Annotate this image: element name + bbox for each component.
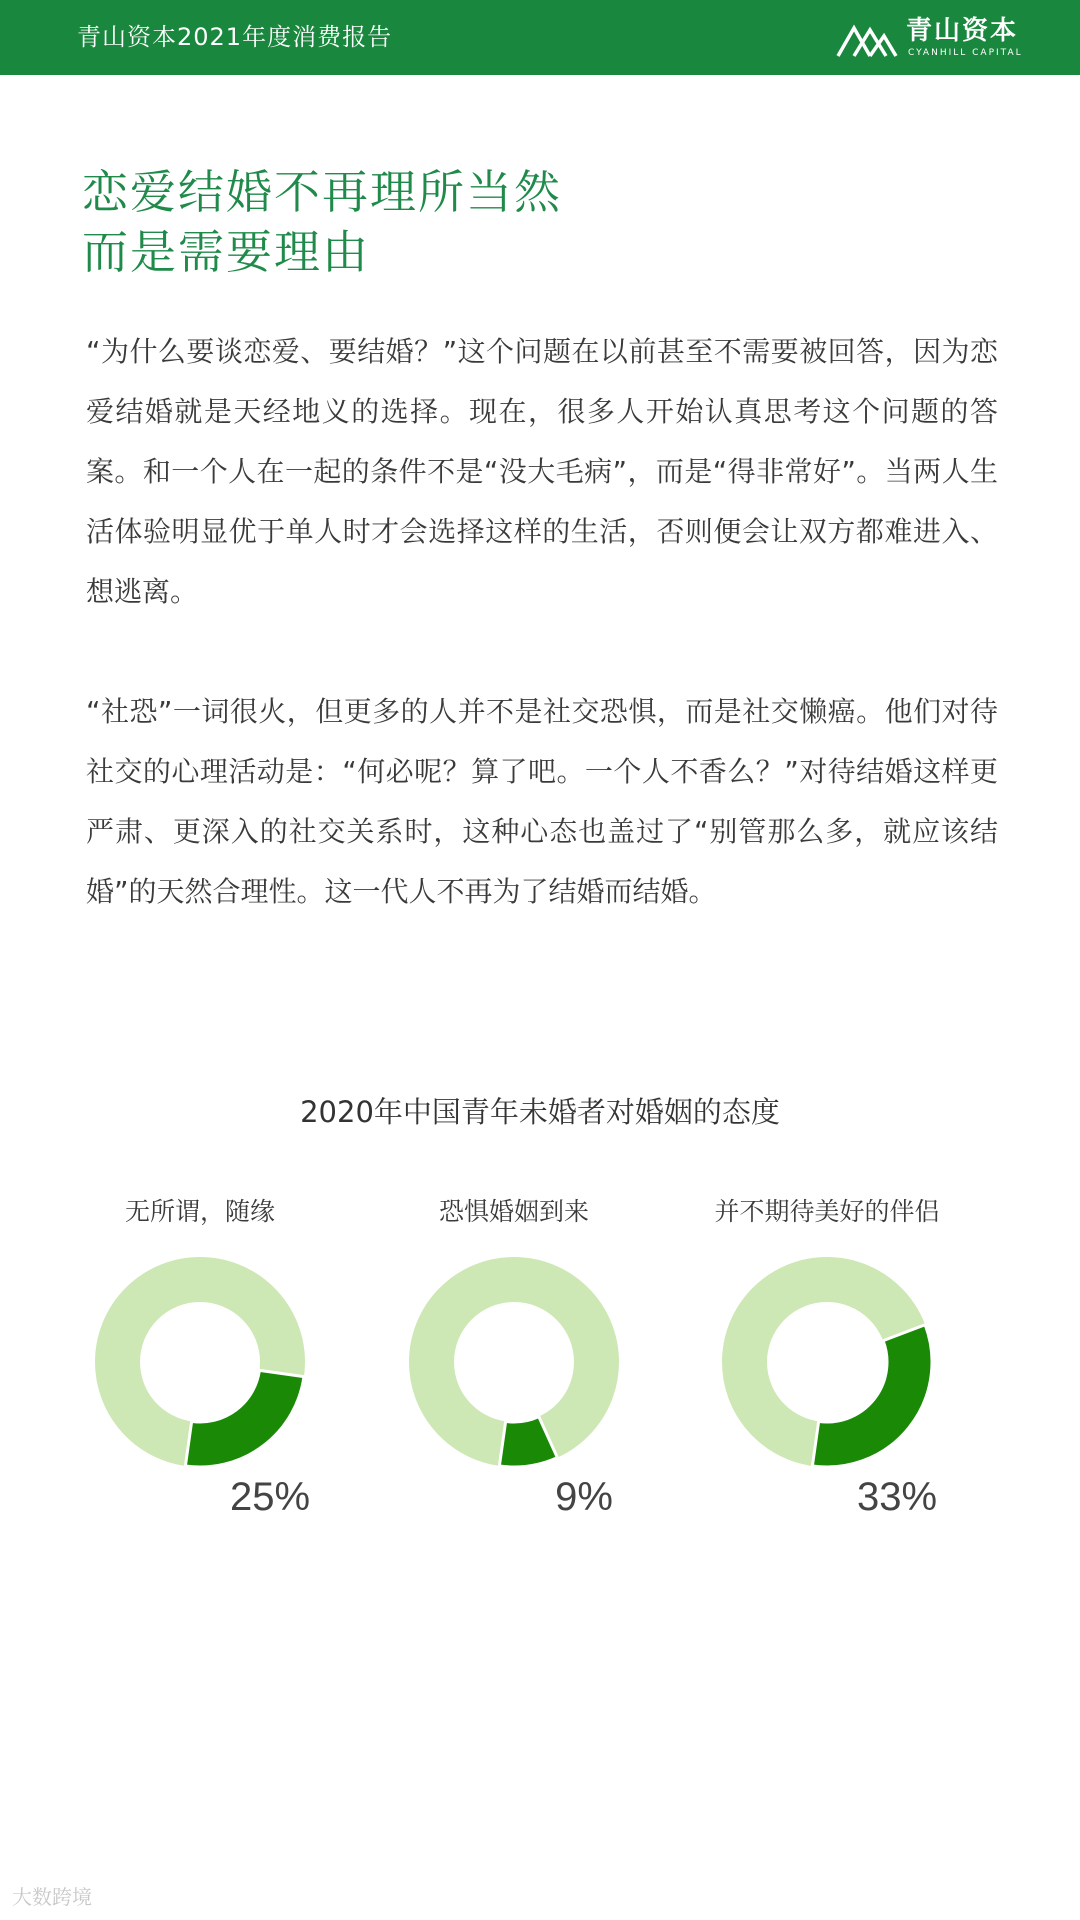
- watermark: 大数跨境: [12, 1885, 92, 1909]
- page-title-line-1: 恋爱结婚不再理所当然: [82, 165, 562, 219]
- mountain-logo-icon: [836, 20, 898, 58]
- company-logo: [836, 14, 1026, 62]
- report-header: [0, 0, 1080, 75]
- paragraph-1: “为什么要谈恋爱、要结婚？”这个问题在以前甚至不需要被回答，因为恋爱结婚就是天经地义的选择。现在，很多人开始认真思考这个问题的答案。和一个人在一起的条件不是“没大毛病”，而是“得非常好”。当两人生活体验明显优于单人时才会选择这样的生活，否则便会让双方都难进入、想逃离。: [86, 335, 998, 608]
- paragraph-2: “社恐”一词很火，但更多的人并不是社交恐惧，而是社交懒癌。他们对待社交的心理活动是：“何必呢？算了吧。一个人不香么？”对待结婚这样更严肃、更深入的社交关系时，这种心态也盖过了“别管那么多，就应该结婚”的天然合理性。这一代人不再为了结婚而结婚。: [86, 695, 998, 908]
- page-title: [82, 162, 982, 282]
- category-label-2: 恐惧婚姻到来: [438, 1197, 590, 1226]
- report-title: 青山资本2021年度消费报告: [77, 23, 393, 51]
- value-label-1: 25%: [229, 1475, 311, 1519]
- logo-text-en: CYANHILL CAPITAL: [908, 48, 1023, 58]
- category-label-1: 无所谓，随缘: [124, 1197, 276, 1226]
- logo-text-cn: 青山资本: [906, 16, 1019, 46]
- donut-slice-1: [185, 1370, 304, 1467]
- page-title-line-2: 而是需要理由: [82, 225, 370, 279]
- donut-remainder-2: [432, 1280, 597, 1445]
- chart-title: 2020年中国青年未婚者对婚姻的态度: [300, 1095, 780, 1129]
- donut-slice-3: [812, 1325, 932, 1467]
- donut-chart-group: [0, 1170, 1080, 1530]
- category-label-3: 并不期待美好的伴侣: [714, 1197, 940, 1226]
- value-label-3: 33%: [856, 1475, 938, 1519]
- value-label-2: 9%: [555, 1475, 613, 1519]
